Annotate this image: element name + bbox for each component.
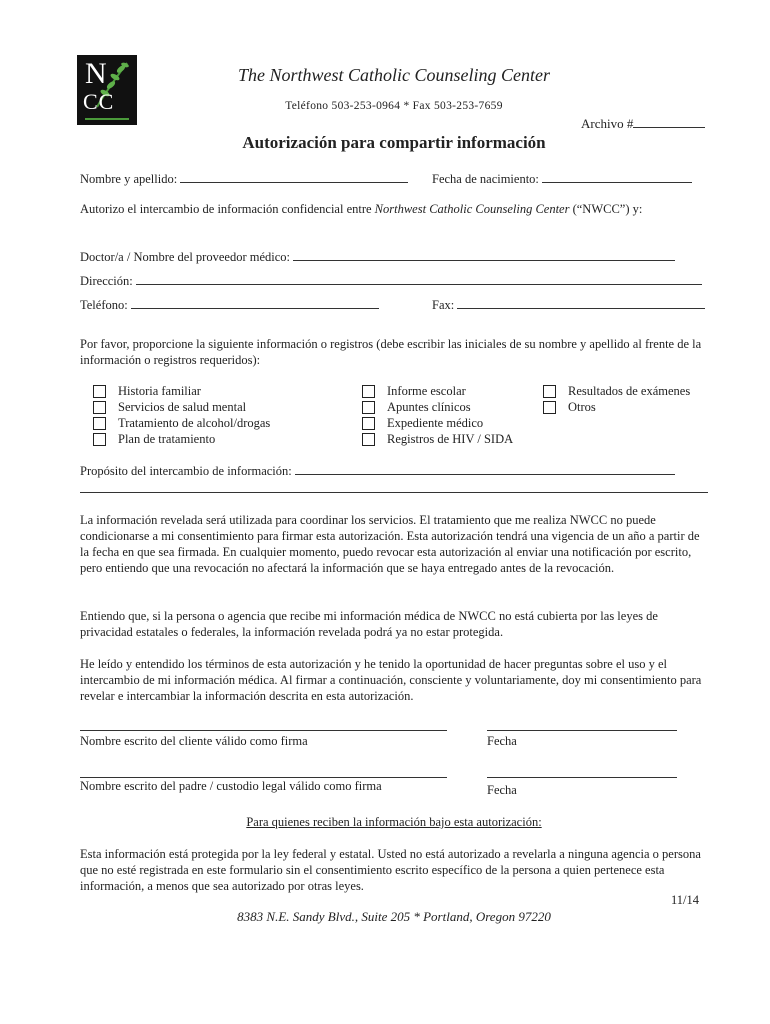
checkbox-row[interactable] xyxy=(362,384,466,399)
form-version: 11/14 xyxy=(671,893,700,907)
paragraph-consent: He leído y entendido los términos de esta autorización y he tenido la oportunidad de hacer preguntas sobre el uso y el intercambio de mi información médica. Al firmar a continuación, consciente y voluntariamente, doy mi consentimiento para revelar e intercambiar la información descrita en esta autorización. xyxy=(80,657,702,703)
checkbox-label: Otros xyxy=(568,400,596,414)
recipients-heading: Para quienes reciben la información bajo esta autorización: xyxy=(246,815,542,829)
paragraph-disclosure: La información revelada será utilizada para coordinar los servicios. El tratamiento que me realiza NWCC no puede condicionarse a mi consentimiento para firmar esta autorización. Esta autorización tendrá una vigencia de un año a partir de la fecha en que sea firmada. En cualquier momento, puedo revocar esta autorización al enviar una notificación por escrito, pero entiendo que una revocación no afectará la información que se haya entregado antes de la revocación. xyxy=(80,513,700,575)
checkbox-row[interactable] xyxy=(93,432,215,447)
purpose-line[interactable] xyxy=(295,463,675,475)
archivo-field xyxy=(581,116,705,132)
phone-line[interactable] xyxy=(131,297,379,309)
checkbox[interactable] xyxy=(362,385,375,398)
purpose-line-2[interactable] xyxy=(80,492,708,493)
checkbox-row[interactable] xyxy=(93,384,201,399)
checkbox-row[interactable] xyxy=(93,416,270,431)
purpose-label: Propósito del intercambio de información: xyxy=(80,464,292,478)
authorize-statement xyxy=(80,202,642,217)
phone-field xyxy=(80,297,379,313)
address-label: Dirección: xyxy=(80,274,133,288)
authorize-org: Northwest Catholic Counseling Center xyxy=(374,202,570,216)
checkbox-label: Expediente médico xyxy=(387,416,484,430)
fax-field xyxy=(432,297,705,313)
phone-fax-line: Teléfono 503-253-0964 * Fax 503-253-7659 xyxy=(285,100,503,112)
doctor-field xyxy=(80,249,675,265)
checkbox-label: Plan de tratamiento xyxy=(118,432,216,446)
guardian-signature-label: Nombre escrito del padre / custodio legal válido como firma xyxy=(80,779,382,793)
checkbox[interactable] xyxy=(362,417,375,430)
client-signature-line[interactable] xyxy=(80,730,447,731)
paragraph-privacy: Entiendo que, si la persona o agencia que recibe mi información médica de NWCC no está cubierta por las leyes de privacidad estatales o federales, la información revelada podrá ya no estar protegida. xyxy=(80,609,658,639)
logo-letter-n: N xyxy=(85,57,107,90)
guardian-signature-line[interactable] xyxy=(80,777,447,778)
checkbox-row[interactable] xyxy=(93,400,246,415)
archivo-line[interactable] xyxy=(633,116,705,128)
checkbox-label: Resultados de exámenes xyxy=(568,384,691,398)
checkbox-row[interactable] xyxy=(543,384,690,399)
guardian-date-label: Fecha xyxy=(487,783,517,797)
org-name: The Northwest Catholic Counseling Center xyxy=(237,65,550,85)
checkbox-label: Registros de HIV / SIDA xyxy=(387,432,514,446)
client-date-line[interactable] xyxy=(487,730,677,731)
authorize-prefix: Autorizo el intercambio de información confidencial entre xyxy=(80,202,375,216)
dob-line[interactable] xyxy=(542,171,692,183)
doctor-label: Doctor/a / Nombre del proveedor médico: xyxy=(80,250,290,264)
doctor-line[interactable] xyxy=(293,249,675,261)
client-signature-label: Nombre escrito del cliente válido como firma xyxy=(80,734,308,748)
checkbox-row[interactable] xyxy=(543,400,596,415)
address-field xyxy=(80,273,702,289)
checkbox[interactable] xyxy=(543,401,556,414)
name-line[interactable] xyxy=(180,171,408,183)
guardian-date-line[interactable] xyxy=(487,777,677,778)
records-instructions: Por favor, proporcione la siguiente información o registros (debe escribir las iniciales de su nombre y apellido al frente de la información o registros requeridos): xyxy=(80,337,702,367)
authorize-suffix: (“NWCC”) y: xyxy=(569,202,643,216)
address-line[interactable] xyxy=(136,273,702,285)
checkbox[interactable] xyxy=(93,385,106,398)
phone-label: Teléfono: xyxy=(80,298,128,312)
checkbox-label: Apuntes clínicos xyxy=(387,400,471,414)
checkbox-row[interactable] xyxy=(362,432,513,447)
checkbox[interactable] xyxy=(362,433,375,446)
checkbox-label: Historia familiar xyxy=(118,384,201,398)
name-label: Nombre y apellido: xyxy=(80,172,178,186)
checkbox-row[interactable] xyxy=(362,400,471,415)
dob-label: Fecha de nacimiento: xyxy=(432,172,539,186)
checkbox-label: Tratamiento de alcohol/drogas xyxy=(118,416,271,430)
logo-underline xyxy=(85,118,129,120)
checkbox[interactable] xyxy=(93,433,106,446)
checkbox[interactable] xyxy=(543,385,556,398)
checkbox[interactable] xyxy=(362,401,375,414)
checkbox-label: Informe escolar xyxy=(387,384,466,398)
recipients-text: Esta información está protegida por la ley federal y estatal. Usted no está autorizado a revelarla a ninguna agencia o persona que no esté registrada en este formulario sin el consentimiento escrito específico de la persona a quien pertenece esta información, a menos que sea autorizado por otras leyes. xyxy=(80,847,701,893)
checkbox[interactable] xyxy=(93,417,106,430)
purpose-field xyxy=(80,463,675,479)
logo-letters-cc: CC xyxy=(83,89,115,114)
checkbox[interactable] xyxy=(93,401,106,414)
client-date-label: Fecha xyxy=(487,734,517,748)
footer-address: 8383 N.E. Sandy Blvd., Suite 205 * Portland, Oregon 97220 xyxy=(237,909,551,924)
archivo-label: Archivo # xyxy=(581,116,634,131)
fax-label: Fax: xyxy=(432,298,455,312)
form-title: Autorización para compartir información xyxy=(242,133,546,152)
dob-field xyxy=(432,171,692,187)
checkbox-label: Servicios de salud mental xyxy=(118,400,247,414)
name-field xyxy=(80,171,408,187)
fax-line[interactable] xyxy=(457,297,705,309)
checkbox-row[interactable] xyxy=(362,416,483,431)
